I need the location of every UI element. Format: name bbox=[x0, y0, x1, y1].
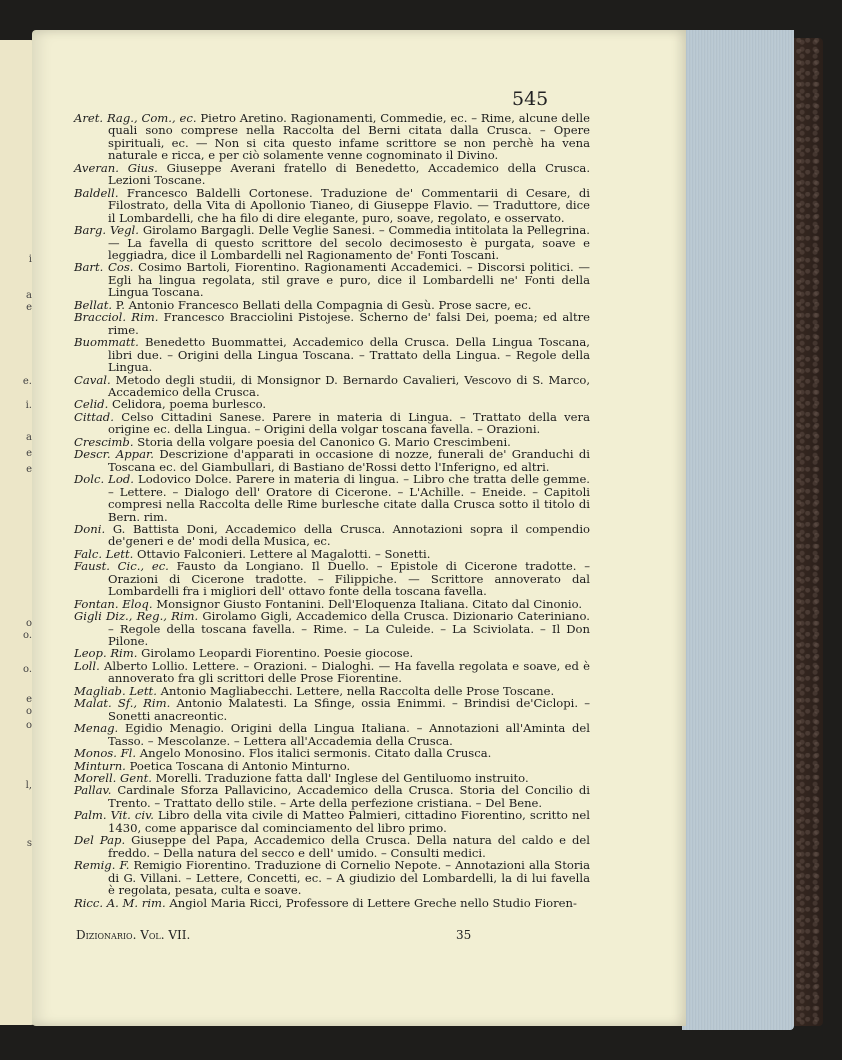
entry-text: Poetica Toscana di Antonio Minturno. bbox=[129, 758, 351, 773]
entry-abbreviation: Descr. Appar. bbox=[74, 447, 154, 462]
entry-abbreviation: Pallav. bbox=[74, 783, 112, 798]
entry-text: Cosimo Bartoli, Fiorentino. Ragionamenti Accademici. – Discorsi politici. — Egli ha lingua regolata, stil grave e puro, dice il Lombardelli ne' Fonti della Lingua Toscana. bbox=[108, 260, 590, 300]
left-page-fragment: i bbox=[28, 254, 32, 265]
entry-text: Antonio Malatesti. La Sfinge, ossia Enimmi. – Brindisi de'Ciclopi. – Sonetti anacreontic. bbox=[108, 696, 590, 723]
left-page-fragment: e bbox=[26, 694, 32, 705]
entry bbox=[74, 610, 590, 647]
entry-text: Francesco Baldelli Cortonese. Traduzione de' Commentarii di Cesare, di Filostrato, della Vita di Apollonio Tianeo, di Giuseppe Flavio. — Traduttore, dice il Lombardelli, che ha filo di dire elegante, puro, soave, regolato, e osservato. bbox=[108, 185, 591, 225]
entry-abbreviation: Caval. bbox=[74, 372, 111, 387]
entry-abbreviation: Ricc. A. M. rim. bbox=[74, 895, 166, 910]
entry bbox=[74, 162, 590, 187]
left-page-fragment: e bbox=[26, 302, 32, 313]
entry-list bbox=[74, 112, 590, 909]
entry-text: Monsignor Giusto Fontanini. Dell'Eloquenza Italiana. Citato dal Cinonio. bbox=[156, 596, 583, 611]
left-page-fragment: a bbox=[26, 290, 32, 301]
volume-label: Dizionario. Vol. VII. bbox=[76, 928, 191, 942]
page-edges bbox=[682, 30, 794, 1030]
entry bbox=[74, 411, 590, 436]
entry bbox=[74, 112, 590, 162]
entry-text: P. Antonio Francesco Bellati della Compagnia di Gesù. Prose sacre, ec. bbox=[115, 297, 532, 312]
entry bbox=[74, 897, 590, 909]
entry-abbreviation: Magliab. Lett. bbox=[74, 683, 157, 698]
entry-text: Descrizione d'apparati in occasione di nozze, funerali de' Granduchi di Toscana ec. del Giambullari, di Bastiano de'Rossi detto l'Inferigno, ed altri. bbox=[108, 447, 590, 474]
entry-text: Ottavio Falconieri. Lettere al Magalotti. – Sonetti. bbox=[137, 546, 431, 561]
entry-abbreviation: Gigli Diz., Reg., Rim. bbox=[74, 609, 199, 624]
entry-text: Girolamo Leopardi Fiorentino. Poesie giocose. bbox=[141, 646, 414, 661]
page-number: 545 bbox=[512, 88, 549, 110]
left-page-fragment: a bbox=[26, 432, 32, 443]
left-page-fragment: l, bbox=[25, 780, 32, 791]
left-page-fragment: o. bbox=[22, 664, 32, 675]
entry-text: Celidora, poema burlesco. bbox=[111, 397, 267, 412]
entry-abbreviation: Buommatt. bbox=[74, 335, 139, 350]
left-page-fragment: e. bbox=[22, 376, 32, 387]
left-page-fragment: o bbox=[25, 720, 32, 731]
entry-abbreviation: Doni. bbox=[74, 521, 106, 536]
entry-text: Lodovico Dolce. Parere in materia di lingua. – Libro che tratta delle gemme. – Lettere. – Dialogo dell' Oratore di Cicerone. – L'Achille. – Eneide. – Capitoli compresi nella Raccolta delle Rime burlesche citate dalla Crusca sotto il titolo di Bern. rim. bbox=[108, 472, 590, 524]
entry-abbreviation: Leop. Rim. bbox=[74, 646, 138, 661]
entry-text: Celso Cittadini Sanese. Parere in materia di Lingua. – Trattato della vera origine ec. della Lingua. – Origini della volgar toscana favella. – Orazioni. bbox=[108, 409, 590, 437]
entry-text: Francesco Bracciolini Pistojese. Scherno de' falsi Dei, poema; ed altre rime. bbox=[108, 310, 591, 337]
entry-abbreviation: Morell. Gent. bbox=[74, 771, 152, 786]
entry-text: Giuseppe del Papa, Accademico della Crusca. Della natura del caldo e del freddo. – Della natura del secco e dell' umido. – Consulti medici. bbox=[108, 833, 590, 860]
entry bbox=[74, 834, 590, 859]
left-page-fragment: e bbox=[26, 448, 32, 459]
entry bbox=[74, 224, 590, 261]
entry-abbreviation: Del Pap. bbox=[74, 833, 126, 848]
entry-text: Remigio Fiorentino. Traduzione di Cornelio Nepote. – Annotazioni alla Storia di G. Villani. – Lettere, Concetti, ec. – A giudizio del Lombardelli, la di lui favella è regolata, pesata, culta e soave. bbox=[108, 858, 591, 898]
entry bbox=[74, 660, 590, 685]
entry-abbreviation: Celid. bbox=[74, 397, 109, 412]
entry bbox=[74, 473, 590, 523]
entry-text: Egidio Menagio. Origini della Lingua Italiana. – Annotazioni all'Aminta del Tasso. – Mescolanze. – Lettera all'Accademia della Crusca. bbox=[108, 721, 590, 748]
entry-abbreviation: Bracciol. Rim. bbox=[74, 310, 159, 325]
entry-abbreviation: Minturn. bbox=[74, 758, 126, 773]
entry-text: Girolamo Bargagli. Delle Veglie Sanesi. – Commedia intitolata la Pellegrina. — La favella di questo scrittore del secolo decimosesto è purgata, soave e leggiadra, dice il Lombardelli nel Ragionamento de' Fonti Toscani. bbox=[108, 223, 590, 262]
entry-text: G. Battista Doni, Accademico della Crusca. Annotazioni sopra il compendio de'generi e de' modi della Musica, ec. bbox=[108, 521, 591, 549]
entry-abbreviation: Malat. Sf., Rim. bbox=[74, 696, 171, 711]
left-page-fragment: o. bbox=[22, 630, 32, 641]
entry-text: Pietro Aretino. Ragionamenti, Commedie, ec. – Rime, alcune delle quali sono comprese nella Raccolta del Berni citata dalla Crusca. – Opere spirituali, ec. — Non si cita questo infame scrittore se non perchè ha vena naturale e ricca, e per ciò solamente venne cognominato il Divino. bbox=[108, 111, 590, 163]
entry-abbreviation: Crescimb. bbox=[74, 434, 134, 449]
signature-mark: 35 bbox=[456, 928, 472, 942]
entry-abbreviation: Cittad. bbox=[74, 409, 114, 424]
entry-abbreviation: Aret. Rag., Com., ec. bbox=[74, 111, 197, 125]
entry-abbreviation: Bart. Cos. bbox=[74, 260, 134, 275]
left-page-fragment: o bbox=[25, 618, 32, 629]
entry-abbreviation: Bellat. bbox=[74, 297, 113, 312]
entry bbox=[74, 859, 590, 896]
entry-text: Metodo degli studii, di Monsignor D. Bernardo Cavalieri, Vescovo di S. Marco, Accademico della Crusca. bbox=[108, 372, 591, 399]
entry-abbreviation: Dolc. Lod. bbox=[74, 472, 134, 487]
entry bbox=[74, 187, 590, 224]
page-footer bbox=[74, 928, 590, 944]
entry-abbreviation: Fontan. Eloq. bbox=[74, 596, 153, 611]
book-page bbox=[32, 30, 686, 1026]
entry-text: Angelo Monosino. Flos italici sermonis. Citato dalla Crusca. bbox=[139, 746, 492, 761]
left-page-fragment: i. bbox=[25, 400, 32, 411]
entry-abbreviation: Palm. Vit. civ. bbox=[74, 808, 154, 823]
entry bbox=[74, 697, 590, 722]
entry-text: Antonio Magliabecchi. Lettere, nella Raccolta delle Prose Toscane. bbox=[160, 683, 555, 698]
left-page-fragment: s bbox=[26, 838, 32, 849]
left-page-fragment: o bbox=[25, 706, 32, 717]
entry bbox=[74, 311, 590, 336]
entry-text: Morelli. Traduzione fatta dall' Inglese del Gentiluomo instruito. bbox=[155, 771, 529, 786]
entry-text: Fausto da Longiano. Il Duello. – Epistole di Cicerone tradotte. – Orazioni di Cicerone tradotte. – Filippiche. — Scrittore annoverato dal Lombardelli fra i migliori dell' ottavo fonte della toscana favella. bbox=[108, 559, 590, 599]
entry-abbreviation: Monos. Fl. bbox=[74, 746, 137, 761]
entry-text: Giuseppe Averani fratello di Benedetto, Accademico della Crusca. Lezioni Toscane. bbox=[108, 160, 590, 188]
entry-text: Benedetto Buommattei, Accademico della Crusca. Della Lingua Toscana, libri due. – Origini della Lingua Toscana. – Trattato della Lingua. – Regole della Lingua. bbox=[108, 335, 590, 375]
entry bbox=[74, 784, 590, 809]
entry bbox=[74, 560, 590, 597]
entry bbox=[74, 374, 590, 399]
entry bbox=[74, 523, 590, 548]
entry-text: Angiol Maria Ricci, Professore di Lettere Greche nello Studio Fioren- bbox=[169, 895, 577, 910]
entry-text: Storia della volgare poesia del Canonico G. Mario Crescimbeni. bbox=[137, 434, 511, 449]
entry-text: Cardinale Sforza Pallavicino, Accademico della Crusca. Storia del Concilio di Trento. – Trattato dello stile. – Arte della perfezione cristiana. – Del Bene. bbox=[108, 783, 591, 810]
entry-abbreviation: Menag. bbox=[74, 721, 119, 736]
entry-abbreviation: Baldell. bbox=[74, 185, 119, 200]
entry-text: Girolamo Gigli, Accademico della Crusca. Dizionario Cateriniano. – Regole della toscana favella. – Rime. – La Culeide. – La Sciviolata. – Il Don Pilone. bbox=[108, 609, 590, 649]
entry bbox=[74, 336, 590, 373]
entry-abbreviation: Falc. Lett. bbox=[74, 546, 134, 561]
entry bbox=[74, 722, 590, 747]
entry-text: Libro della vita civile di Matteo Palmieri, cittadino Fiorentino, scritto nel 1430, come apparisce dal cominciamento del libro primo. bbox=[108, 808, 590, 835]
entry-abbreviation: Averan. Gius. bbox=[74, 160, 158, 175]
entry bbox=[74, 261, 590, 298]
entry-abbreviation: Faust. Cic., ec. bbox=[74, 559, 169, 574]
entry-abbreviation: Loll. bbox=[74, 658, 100, 673]
entry-abbreviation: Remig. F. bbox=[74, 858, 130, 873]
left-page-fragment: e bbox=[26, 464, 32, 475]
entry bbox=[74, 809, 590, 834]
entry-abbreviation: Barg. Vegl. bbox=[74, 223, 139, 238]
entry bbox=[74, 448, 590, 473]
entry-text: Alberto Lollio. Lettere. – Orazioni. – Dialoghi. — Ha favella regolata e soave, ed è annoverato fra gli scrittori delle Prose Fiorentine. bbox=[104, 658, 590, 686]
